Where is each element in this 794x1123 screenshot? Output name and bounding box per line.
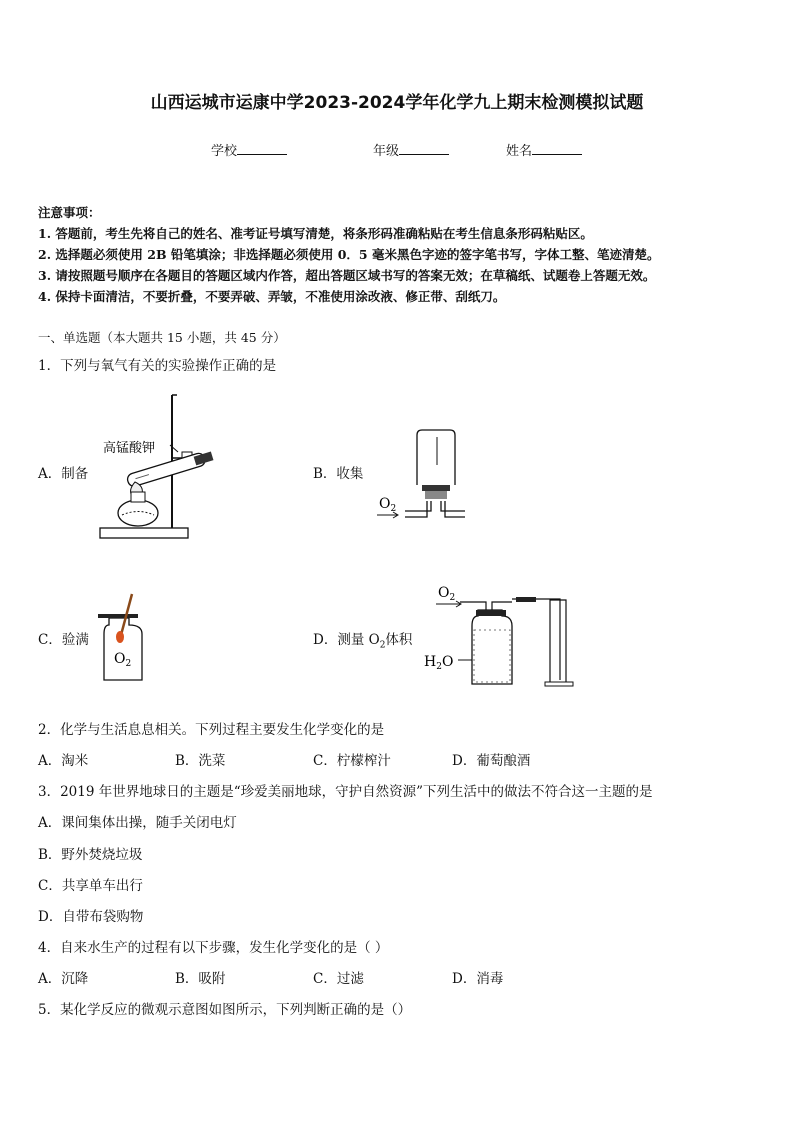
note-item-4: 4. 保持卡面清洁，不要折叠，不要弄破、弄皱，不准使用涂改液、修正带、刮纸刀。 bbox=[38, 289, 506, 304]
note-item-1: 1. 答题前，考生先将自己的姓名、准考证号填写清楚，将条形码准确粘贴在考生信息条形码粘贴区。 bbox=[38, 226, 593, 241]
note-item-3: 3. 请按照题号顺序在各题目的答题区域内作答，超出答题区域书写的答案无效；在草稿纸、试题卷上答题无效。 bbox=[38, 268, 656, 283]
q2-stem: 2．化学与生活息息相关。下列过程主要发生化学变化的是 bbox=[38, 722, 385, 738]
q2-option-b: B．洗菜 bbox=[175, 753, 226, 769]
q4-option-b: B．吸附 bbox=[175, 971, 226, 987]
q4-option-d: D．消毒 bbox=[452, 971, 504, 987]
q1-option-b-label: B．收集 bbox=[313, 466, 364, 482]
q3-option-c: C．共享单车出行 bbox=[38, 878, 143, 894]
grade-blank bbox=[399, 142, 449, 155]
q4-option-a: A．沉降 bbox=[38, 971, 89, 987]
school-label: 学校 bbox=[211, 144, 238, 159]
grade-label: 年级 bbox=[373, 144, 400, 159]
section-heading: 一、单选题（本大题共 15 小题，共 45 分） bbox=[38, 330, 286, 345]
q2-option-d: D．葡萄酿酒 bbox=[452, 753, 531, 769]
q2-option-a: A．淘米 bbox=[38, 753, 89, 769]
q1-stem: 1．下列与氧气有关的实验操作正确的是 bbox=[38, 358, 277, 374]
o2-label-b: $O_2$ bbox=[379, 496, 397, 514]
q1-option-d-label: D．测量 $O_2$体积 bbox=[313, 632, 413, 651]
school-blank bbox=[237, 142, 287, 155]
notes-heading: 注意事项： bbox=[38, 205, 101, 220]
o2-label-d: $O_2$ bbox=[438, 585, 456, 603]
q4-stem: 4．自来水生产的过程有以下步骤，发生化学变化的是（ ） bbox=[38, 940, 389, 956]
q3-option-b: B．野外焚烧垃圾 bbox=[38, 847, 143, 863]
q1-figure-a bbox=[98, 390, 228, 545]
q3-option-a: A．课间集体出操，随手关闭电灯 bbox=[38, 815, 237, 831]
q1-figure-c bbox=[94, 590, 154, 685]
name-field bbox=[506, 140, 582, 159]
school-field bbox=[211, 140, 287, 159]
o2-label-c: $O_2$ bbox=[114, 651, 132, 669]
q1-figure-d bbox=[420, 580, 580, 690]
name-label: 姓名 bbox=[506, 144, 533, 159]
q3-stem: 3．2019 年世界地球日的主题是“珍爱美丽地球，守护自然资源”下列生活中的做法不符合这一主题的是 bbox=[38, 784, 653, 800]
kmno4-label: 高锰酸钾 bbox=[103, 441, 156, 456]
q5-stem: 5．某化学反应的微观示意图如图所示，下列判断正确的是（） bbox=[38, 1002, 412, 1018]
h2o-label: $H_2O$ bbox=[424, 654, 454, 672]
q1-figure-b bbox=[375, 425, 470, 520]
q1-option-c-label: C．验满 bbox=[38, 632, 89, 648]
note-item-2: 2. 选择题必须使用 2B 铅笔填涂；非选择题必须使用 0．5 毫米黑色字迹的签字笔书写，字体工整、笔迹清楚。 bbox=[38, 247, 660, 262]
grade-field bbox=[373, 140, 449, 159]
name-blank bbox=[532, 142, 582, 155]
page-title: 山西运城市运康中学2023-2024学年化学九上期末检测模拟试题 bbox=[150, 93, 644, 113]
q4-option-c: C．过滤 bbox=[313, 971, 364, 987]
q2-option-c: C．柠檬榨汁 bbox=[313, 753, 391, 769]
q1-option-a-label: A．制备 bbox=[38, 466, 89, 482]
q3-option-d: D．自带布袋购物 bbox=[38, 909, 144, 925]
